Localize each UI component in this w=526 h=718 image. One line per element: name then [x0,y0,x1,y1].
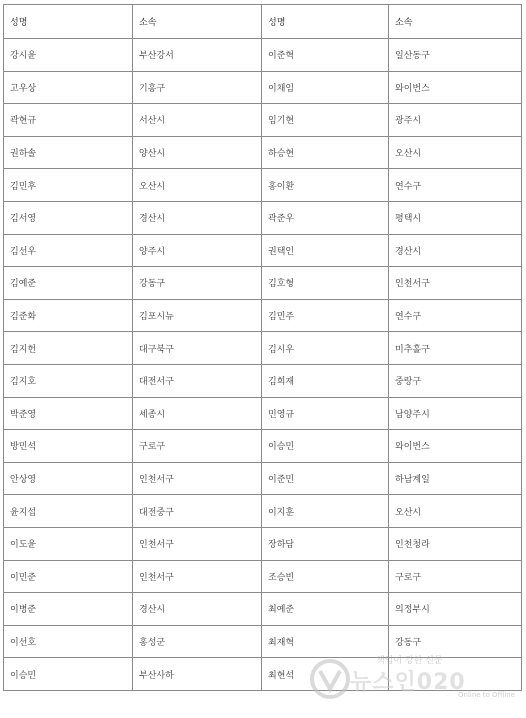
cell-name-2: 김시우 [262,332,389,365]
cell-name-2: 이준민 [262,462,389,495]
cell-name-2: 하승현 [262,136,389,169]
header-name-1: 성명 [4,5,133,39]
header-affiliation-1: 소속 [133,5,262,39]
table-row [4,625,522,658]
cell-name-1: 이민준 [4,560,133,593]
cell-name-2: 최현석 [262,658,389,691]
cell-name-1: 고우상 [4,71,133,104]
cell-affiliation-1: 대전중구 [133,495,262,528]
table-row [4,39,522,72]
table-row [4,71,522,104]
cell-name-2: 조승빈 [262,560,389,593]
cell-affiliation-1: 홍성군 [133,625,262,658]
roster-table [3,4,522,691]
cell-affiliation-1: 인천서구 [133,527,262,560]
table-header-row [4,5,522,39]
cell-affiliation-1: 대구북구 [133,332,262,365]
cell-name-1: 김예준 [4,267,133,300]
cell-name-1: 김지호 [4,364,133,397]
cell-name-2: 권택인 [262,234,389,267]
cell-name-2: 이채임 [262,71,389,104]
cell-affiliation-1: 인천서구 [133,560,262,593]
cell-name-1: 안상영 [4,462,133,495]
table-row [4,593,522,626]
table-row [4,397,522,430]
cell-name-1: 이도윤 [4,527,133,560]
cell-affiliation-1: 부산사하 [133,658,262,691]
cell-affiliation-2: 광주시 [389,104,522,137]
header-name-2: 성명 [262,5,389,39]
cell-affiliation-1: 기흥구 [133,71,262,104]
table-row [4,267,522,300]
cell-affiliation-1: 구로구 [133,430,262,463]
cell-name-1: 김지헌 [4,332,133,365]
cell-name-2: 이승민 [262,430,389,463]
cell-affiliation-2: 인천청라 [389,527,522,560]
watermark-slogan: 책임이 강한 신문 [376,656,443,666]
cell-name-1: 김선우 [4,234,133,267]
table-row [4,299,522,332]
cell-name-2: 김민주 [262,299,389,332]
cell-name-1: 강시윤 [4,39,133,72]
cell-name-1: 윤지섭 [4,495,133,528]
cell-name-1: 김서영 [4,201,133,234]
cell-name-1: 이승민 [4,658,133,691]
cell-name-2: 임기현 [262,104,389,137]
cell-name-2: 김희재 [262,364,389,397]
cell-affiliation-2: 평택시 [389,201,522,234]
table-row [4,234,522,267]
cell-affiliation-2: 하남계일 [389,462,522,495]
watermark-subtitle: Online to Offline [458,691,516,699]
cell-affiliation-1: 부산강서 [133,39,262,72]
cell-affiliation-2 [389,658,522,691]
cell-affiliation-1: 경산시 [133,593,262,626]
cell-affiliation-2: 인천서구 [389,267,522,300]
cell-affiliation-2: 연수구 [389,169,522,202]
cell-affiliation-1: 인천서구 [133,462,262,495]
cell-name-2: 곽준우 [262,201,389,234]
table-row [4,430,522,463]
cell-name-1: 이병준 [4,593,133,626]
cell-affiliation-1: 경산시 [133,201,262,234]
cell-affiliation-1: 양산시 [133,136,262,169]
watermark-name: 뉴스인020 [350,670,466,695]
cell-name-1: 권하솔 [4,136,133,169]
cell-name-1: 방민석 [4,430,133,463]
table-row [4,462,522,495]
cell-name-2: 이지훈 [262,495,389,528]
table-row [4,495,522,528]
cell-affiliation-2: 중랑구 [389,364,522,397]
cell-affiliation-2: 오산시 [389,495,522,528]
cell-affiliation-2: 일산동구 [389,39,522,72]
cell-name-1: 김민후 [4,169,133,202]
cell-name-2: 이준혁 [262,39,389,72]
cell-name-2: 김호형 [262,267,389,300]
cell-name-1: 이선호 [4,625,133,658]
cell-affiliation-1: 강동구 [133,267,262,300]
cell-affiliation-1: 오산시 [133,169,262,202]
cell-affiliation-2: 와이번스 [389,430,522,463]
cell-affiliation-2: 연수구 [389,299,522,332]
cell-name-2: 최예준 [262,593,389,626]
roster-table-container [3,4,521,691]
cell-affiliation-2: 남양주시 [389,397,522,430]
table-row [4,560,522,593]
cell-affiliation-2: 의정부시 [389,593,522,626]
cell-name-2: 홍이환 [262,169,389,202]
cell-name-1: 박준영 [4,397,133,430]
cell-name-2: 민영규 [262,397,389,430]
table-row [4,136,522,169]
table-row [4,364,522,397]
table-row [4,104,522,137]
header-affiliation-2: 소속 [389,5,522,39]
cell-affiliation-2: 강동구 [389,625,522,658]
cell-affiliation-1: 서산시 [133,104,262,137]
cell-affiliation-1: 세종시 [133,397,262,430]
cell-name-1: 김준화 [4,299,133,332]
cell-affiliation-1: 김포시뉴 [133,299,262,332]
table-row [4,332,522,365]
table-row [4,527,522,560]
cell-name-1: 곽현규 [4,104,133,137]
table-row [4,658,522,691]
table-body [4,39,522,691]
cell-affiliation-2: 오산시 [389,136,522,169]
table-row [4,201,522,234]
cell-affiliation-1: 양주시 [133,234,262,267]
cell-affiliation-2: 경산시 [389,234,522,267]
cell-name-2: 최재혁 [262,625,389,658]
cell-name-2: 장하담 [262,527,389,560]
cell-affiliation-1: 대전서구 [133,364,262,397]
table-row [4,169,522,202]
cell-affiliation-2: 미추홀구 [389,332,522,365]
cell-affiliation-2: 구로구 [389,560,522,593]
cell-affiliation-2: 와이번스 [389,71,522,104]
